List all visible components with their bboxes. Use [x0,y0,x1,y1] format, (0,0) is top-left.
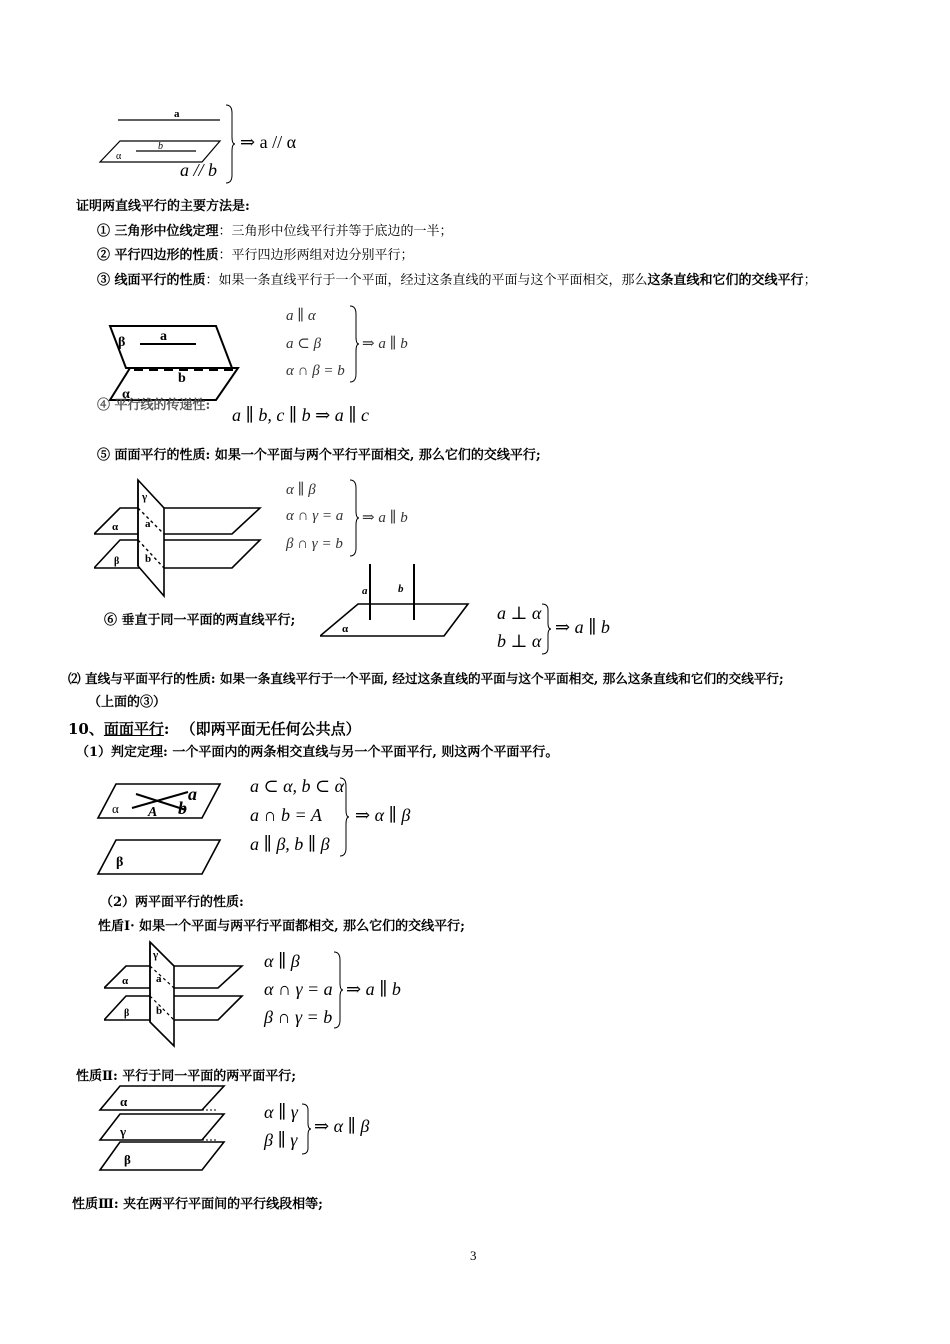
method-5: ⑤ 面面平行的性质: 如果一个平面与两个平行平面相交, 那么它们的交线平行; [97,448,541,463]
fig5-label-b: b [145,553,152,565]
prop2-formula-2: β ∥ γ [264,1130,298,1150]
figure-line-plane-property [104,320,244,406]
p1-fig-beta: β [116,855,124,870]
m5-formula-1: α ∥ β [286,482,316,498]
prop2-formula-1: α ∥ γ [264,1102,298,1122]
methods-title: 证明两直线平行的主要方法是: [76,199,250,214]
fig1-label-alpha: α [116,151,122,162]
p1-fig-A: A [148,805,158,820]
prop1-conclusion: ⇒ a ∥ b [346,979,401,999]
prop2-conclusion: ⇒ α ∥ β [314,1116,370,1136]
prop1-formula-1: α ∥ β [264,951,300,971]
prop2-fig-beta: β [124,1152,131,1167]
figure-prop2 [98,1082,228,1174]
sec10-num: 10、 [68,720,104,738]
fig3-label-alpha: α [122,387,130,402]
p1-formula-1: a ⊂ α, b ⊂ α [250,776,345,796]
method-3-tail: 这条直线和它们的交线平行 [647,273,804,288]
m5-formula-2: α ∩ γ = a [286,508,344,524]
fig1-label-a: a [174,108,180,120]
p1-fig-alpha: α [112,801,119,816]
p1-fig-a: a [188,784,197,804]
sec10-prop2: 性质Ⅱ: 平行于同一平面的两平面平行; [76,1069,297,1084]
method-4-head: 平行线的传递性: [114,398,211,413]
method-3-head: ③ 线面平行的性质 [97,273,206,288]
m3-formula-3: α ∩ β = b [286,363,345,379]
m6-formula-1: a ⊥ α [497,603,542,623]
method-6: ⑥ 垂直于同一平面的两直线平行; [104,613,296,628]
brace-m5 [348,478,360,558]
method-4-num: ④ [97,398,111,413]
method-2-head: ② 平行四边形的性质 [97,248,219,263]
prop1-fig-beta: β [124,1008,130,1019]
fig5-label-a: a [145,518,151,530]
figure-plane-parallel-theorem [96,780,224,876]
method-3-body: ：如果一条直线平行于一个平面，经过这条直线的平面与这个平面相交，那么 [205,273,648,288]
fig3-label-a: a [160,329,167,344]
prop1-fig-b: b [156,1005,163,1017]
sec10-colon: : [163,720,170,738]
method-2 [97,247,414,265]
m5-formula-3: β ∩ γ = b [286,536,343,552]
prop1-formula-3: β ∩ γ = b [264,1007,333,1027]
prop2-fig-gamma: γ [120,1124,127,1139]
p1-formula-2: a ∩ b = A [250,805,322,825]
m6-conclusion: ⇒ a ∥ b [555,617,610,637]
m3-formula-2: a ⊂ β [286,336,322,352]
figure-plane-plane-property [94,478,262,598]
method-2-body: ：平行四边形两组对边分别平行； [218,248,414,263]
sec2-line-2: （上面的③） [88,695,167,710]
method-3-end: ； [803,273,817,288]
prop1-fig-alpha: α [122,975,129,987]
prop1-formula-2: α ∩ γ = a [264,979,333,999]
prop1-fig-a: a [156,973,162,985]
sec10-prop3: 性质Ⅲ: 夹在两平行平面间的平行线段相等; [72,1197,323,1212]
fig1-label-b: b [158,141,163,152]
m6-formula-2: b ⊥ α [497,631,542,651]
brace-p1 [338,776,350,858]
sec10-prop1: 性盾Ⅰ· 如果一个平面与两平行平面都相交, 那么它们的交线平行; [98,919,465,934]
sec2-line-1: ⑵ 直线与平面平行的性质: 如果一条直线平行于一个平面, 经过这条直线的平面与这个平面相交, 那么这条直线和它们的交线平行; [68,671,784,686]
m3-conclusion: ⇒ a ∥ b [362,336,408,352]
brace-prop2 [300,1102,312,1156]
m3-formula-1: a ∥ α [286,308,316,324]
method-1 [97,223,453,241]
fig6-label-b: b [398,583,404,595]
fig6-label-alpha: α [342,623,349,635]
p1-fig-b: b [178,798,187,818]
m5-conclusion: ⇒ a ∥ b [362,510,408,526]
figure-perpendicular-lines [320,562,470,644]
brace-fig1 [224,103,236,185]
sec10-title: 面面平行 [103,720,164,738]
m4-formula: a ∥ b, c ∥ b ⇒ a ∥ c [232,405,370,425]
method-1-head: ① 三角形中位线定理 [97,224,219,239]
brace-m3 [348,304,360,384]
fig1-condition: a // b [180,160,218,180]
fig3-label-beta: β [118,335,126,350]
fig1-conclusion: ⇒ a // α [240,132,297,152]
p1-conclusion: ⇒ α ∥ β [355,805,411,825]
brace-m6 [540,602,552,656]
page-number: 3 [470,1248,477,1263]
prop1-fig-gamma: γ [153,949,159,961]
method-4 [97,397,210,415]
sec10-p1: （1）判定定理: 一个平面内的两条相交直线与另一个平面平行, 则这两个平面平行。 [76,745,559,760]
prop2-fig-alpha: α [120,1094,128,1109]
fig5-label-alpha: α [112,521,119,533]
fig6-label-a: a [362,585,368,597]
method-3 [97,272,817,290]
brace-prop1 [332,950,344,1030]
fig5-label-beta: β [114,556,120,567]
fig3-label-b: b [178,371,186,386]
method-1-body: ：三角形中位线平行并等于底边的一半； [218,224,453,239]
sec10-note: （即两平面无任何公共点） [180,720,361,738]
sec10-heading [68,718,361,739]
fig5-label-gamma: γ [142,491,148,503]
p1-formula-3: a ∥ β, b ∥ β [250,834,330,854]
sec10-p2: （2）两平面平行的性质: [100,895,244,910]
figure-prop1 [104,940,244,1048]
